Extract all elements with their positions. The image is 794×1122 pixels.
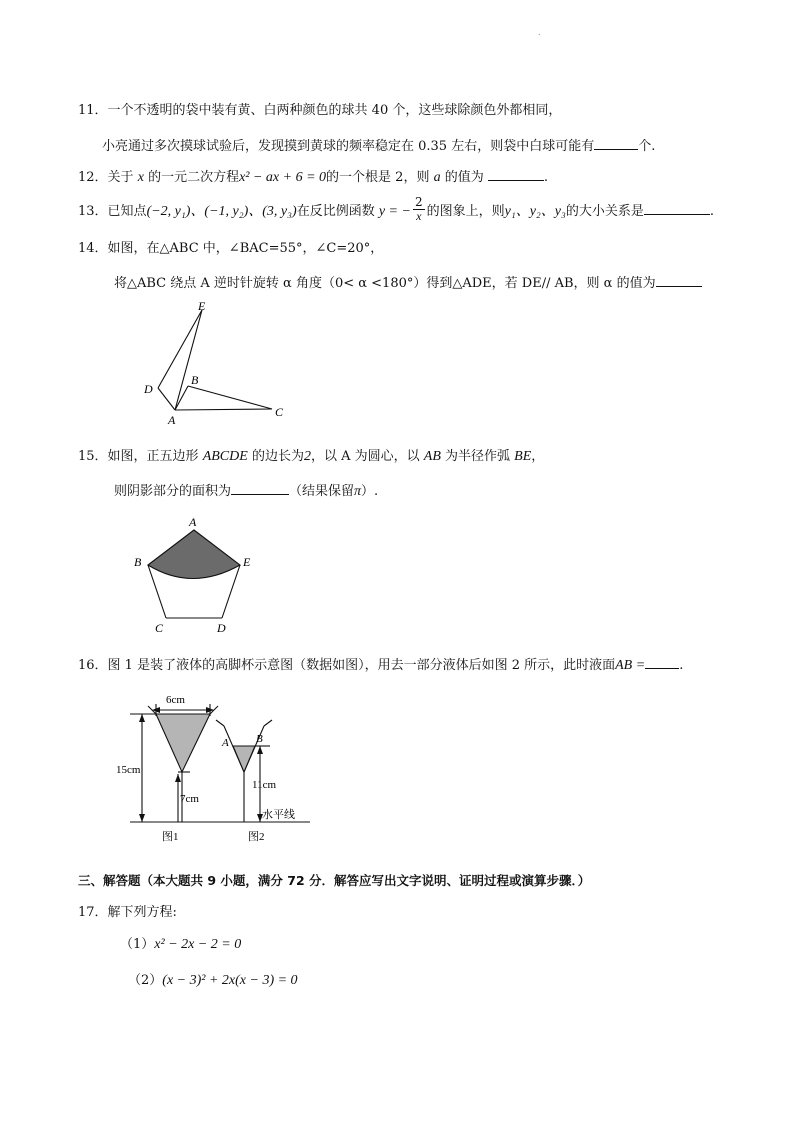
question-text: 将△ABC 绕点 A 逆时针旋转 α 角度（0< α <180°）得到△ADE，若 DE// AB，则 α 的值为 [114,276,656,291]
question-number: 11． [78,103,108,118]
question-14-line-2 [114,272,702,293]
question-16 [78,654,683,675]
part-label: （2） [128,973,163,988]
liquid-fig1 [156,714,210,772]
question-text: 如图，在△ABC 中，∠BAC=55°，∠C=20°， [107,241,384,256]
question-text: ， [531,449,545,464]
question-13 [78,195,715,225]
fraction [413,196,425,223]
question-number: 17． [78,905,108,920]
math-variable: a [433,170,441,185]
question-text: 的一元二次方程 [148,170,240,185]
question-text: 已知点 [107,204,147,219]
question-17-part-2 [128,972,298,990]
question-text: . [679,658,684,673]
math-equation: (x − 3)² + 2x(x − 3) = 0 [162,973,298,988]
math-shape: ABCDE [202,449,248,464]
question-number: 13． [78,204,108,219]
question-11-line-2 [102,135,655,156]
question-text: 图 1 是装了液体的高脚杯示意图（数据如图），用去一部分液体后如图 2 所示，此时液面 [107,658,616,673]
question-15-line-2 [114,480,378,501]
math-points: (−2, y₁)、(−1, y₂)、(3, y₃) [146,204,297,219]
math-variables: y₁、y₂、y₃ [504,204,566,219]
point-label-a: A [168,413,176,427]
math-equation: x² − ax + 6 = 0 [239,170,327,185]
point-label-a: A [189,515,197,529]
answer-blank[interactable] [644,200,710,215]
point-label-b: B [256,733,263,745]
part-label: （1） [120,937,155,952]
fraction-numerator: 2 [414,195,423,209]
question-17 [78,904,177,922]
pentagon-figure [130,512,260,636]
header-mark: . [538,28,541,37]
question-number: 15． [78,449,108,464]
math-variable: x [137,170,144,185]
label-level: 11cm [252,779,277,791]
point-label-b: B [191,373,199,387]
question-text: 一个不透明的袋中装有黄、白两种颜色的球共 40 个，这些球除颜色外都相同， [107,103,562,118]
label-stem: 7cm [180,793,199,805]
math-equation: x² − 2x − 2 = 0 [154,937,242,952]
question-text: 个. [638,139,656,154]
question-text: 如图，正五边形 [107,449,199,464]
question-text: （结果保留 [289,484,355,499]
question-text: 的边长为 [251,449,304,464]
answer-blank[interactable] [645,654,679,669]
question-text: ）. [361,484,379,499]
question-number: 14． [78,241,108,256]
figure-1-caption: 图1 [162,831,179,843]
question-17-part-1 [120,936,241,954]
question-text: 小亮通过多次摸球试验后，发现摸到黄球的频率稳定在 0.35 左右，则袋中白球可能有 [102,139,595,154]
section-heading: 三、解答题（本大题共 9 小题，满分 72 分．解答应写出文字说明、证明过程或演算步骤．） [78,873,591,888]
point-label-a: A [222,737,229,749]
question-text: 为半径作弧 [445,449,511,464]
answer-blank[interactable] [231,480,289,495]
question-text: 则阴影部分的面积为 [114,484,232,499]
point-label-c: C [155,621,164,635]
math-value: 2 [303,449,311,464]
question-text: 解下列方程: [107,905,177,920]
question-text: ，以 A 为圆心，以 [310,449,420,464]
math-arc: BE [514,449,532,464]
point-label-d: D [217,621,226,635]
point-label-e: E [243,555,251,569]
goblet-figure [116,694,320,850]
label-horizon: 水平线 [262,809,295,821]
question-11-line-1 [78,102,561,120]
answer-blank[interactable] [656,272,702,287]
label-height: 15cm [116,764,141,776]
question-number: 12． [78,170,108,185]
math-pi: π [354,484,362,499]
liquid-fig2 [233,746,255,772]
question-text: . [543,170,549,185]
question-text: 关于 [107,170,134,185]
point-label-e: E [198,299,206,313]
question-text: . [709,204,715,219]
question-12 [78,166,548,187]
question-text: 的一个根是 2，则 [326,170,430,185]
point-label-d: D [144,382,153,396]
question-number: 16． [78,658,108,673]
math-segment: AB [423,449,441,464]
label-width: 6cm [166,694,185,706]
shaded-sector [148,530,240,579]
question-text: 的图象上，则 [426,204,505,219]
figure-2-caption: 图2 [248,831,265,843]
question-text: 在反比例函数 [296,204,375,219]
point-label-b: B [134,555,142,569]
answer-blank[interactable] [488,166,544,181]
math-segment: AB = [615,658,646,673]
question-text: 的值为 [444,170,484,185]
question-15-line-1 [78,448,544,466]
triangle-rotation-figure [130,298,300,430]
fraction-denominator: x [416,209,422,223]
point-label-c: C [275,405,284,419]
question-14-line-1 [78,240,383,258]
answer-blank[interactable] [594,135,638,150]
question-text: 的大小关系是 [565,204,644,219]
math-function: y = − [378,204,411,219]
